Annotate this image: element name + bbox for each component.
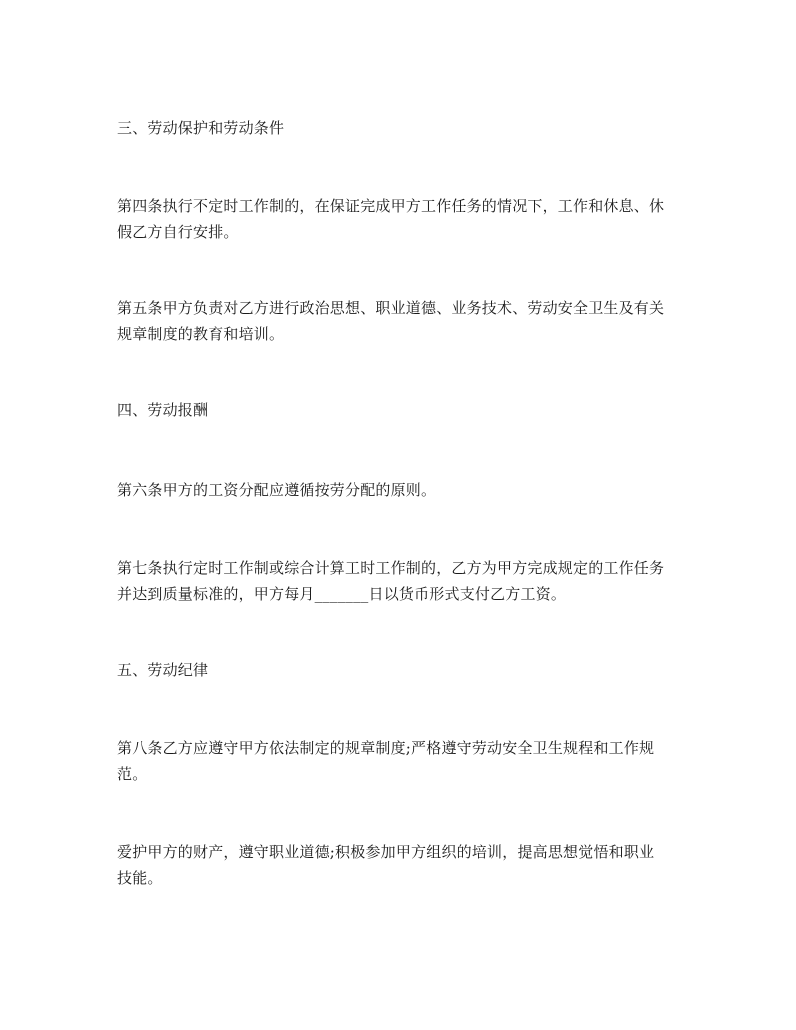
section-heading-discipline	[117, 657, 687, 683]
article-6-paragraph	[117, 477, 687, 503]
text-line: 范。	[117, 765, 148, 783]
text-line: 第八条乙方应遵守甲方依法制定的规章制度;严格遵守劳动安全卫生规程和工作规	[117, 739, 655, 757]
text-line: 技能。	[117, 869, 163, 887]
section-heading-remuneration	[117, 397, 687, 423]
text-line: 三、劳动保护和劳动条件	[117, 119, 285, 137]
text-line: 爱护甲方的财产，遵守职业道德;积极参加甲方组织的培训，提高思想觉悟和职业	[117, 843, 655, 861]
section-heading-labor-protection	[117, 115, 687, 141]
text-line: 第七条执行定时工作制或综合计算工时工作制的，乙方为甲方完成规定的工作任务	[117, 559, 665, 577]
text-line: 第四条执行不定时工作制的，在保证完成甲方工作任务的情况下，工作和休息、休	[117, 197, 665, 215]
article-8-paragraph	[117, 735, 687, 787]
text-line: 假乙方自行安排。	[117, 223, 239, 241]
article-8-continuation-paragraph	[117, 839, 687, 891]
article-7-paragraph	[117, 555, 687, 607]
text-line: 第五条甲方负责对乙方进行政治思想、职业道德、业务技术、劳动安全卫生及有关	[117, 299, 665, 317]
article-4-paragraph	[117, 193, 687, 245]
text-line: 五、劳动纪律	[117, 661, 209, 679]
text-line: 并达到质量标准的，甲方每月_______日以货币形式支付乙方工资。	[117, 585, 567, 603]
text-line: 规章制度的教育和培训。	[117, 325, 285, 343]
text-line: 四、劳动报酬	[117, 401, 209, 419]
article-5-paragraph	[117, 295, 687, 347]
text-line: 第六条甲方的工资分配应遵循按劳分配的原则。	[117, 481, 437, 499]
